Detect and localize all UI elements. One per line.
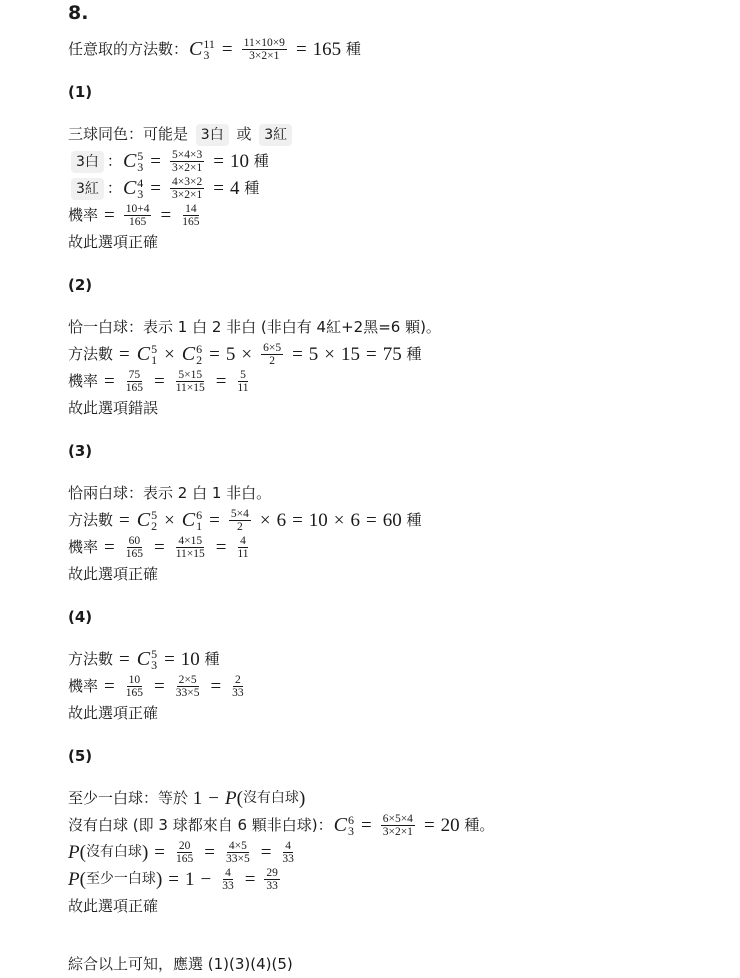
fraction-denominator: 165	[125, 548, 143, 560]
solution-line	[68, 893, 728, 920]
combination-subscript: 3	[347, 823, 354, 838]
math-text: 沒有白球	[85, 845, 142, 860]
fraction-numerator: 5×15	[178, 369, 203, 381]
combination-superscript: 4	[137, 175, 144, 190]
text: 任意取的方法數：	[68, 40, 189, 58]
solution-line	[68, 785, 728, 812]
combination-indices	[151, 646, 158, 672]
math-variable: P	[68, 869, 80, 890]
problem-number: 8.	[68, 2, 89, 24]
fraction	[174, 674, 202, 699]
fraction-denominator: 2	[269, 355, 275, 367]
math-operator: =	[154, 842, 165, 863]
math-operator: =	[423, 815, 435, 836]
math-operator: =	[292, 510, 303, 531]
fraction-denominator: 3×2×1	[249, 50, 280, 62]
combination-symbol: C	[181, 509, 196, 531]
math-number: 15	[341, 344, 361, 365]
solution-line	[68, 534, 728, 561]
math-number: 20	[440, 815, 465, 836]
fraction	[170, 176, 204, 201]
fraction-denominator: 165	[175, 853, 194, 865]
fraction-numerator: 4×15	[178, 535, 203, 547]
math-number: )	[298, 788, 306, 809]
fraction-denominator: 33	[222, 880, 234, 892]
combination	[182, 507, 202, 534]
text: 故此選項正確	[68, 704, 159, 722]
math-text: 沒有白球	[242, 791, 299, 806]
fraction-denominator: 3×2×1	[172, 162, 203, 174]
solution-line	[68, 368, 728, 395]
solution-line	[68, 341, 728, 368]
combination-superscript: 5	[151, 341, 158, 356]
fraction-denominator: 3×2×1	[382, 826, 413, 838]
combination-subscript: 2	[151, 518, 158, 533]
combination-subscript: 1	[151, 352, 158, 367]
fraction	[180, 203, 201, 228]
text: 故此選項正確	[68, 233, 159, 251]
fraction-denominator: 165	[182, 216, 200, 228]
fraction	[242, 37, 287, 62]
combination-subscript: 3	[137, 186, 144, 201]
math-number: )	[141, 842, 149, 863]
math-number: 10	[229, 151, 254, 172]
solution-line	[68, 395, 728, 422]
text: 至少一白球：等於	[68, 789, 193, 807]
text: 恰兩白球：表示 2 白 1 非白。	[68, 484, 272, 502]
inline-code: 3紅	[259, 124, 292, 146]
inline-code: 3紅	[71, 178, 104, 200]
fraction	[264, 867, 280, 892]
solution-line	[68, 202, 728, 229]
math-operator: ×	[164, 344, 175, 365]
text: 種	[253, 152, 269, 170]
fraction-denominator: 3×2×1	[172, 189, 203, 201]
math-number: (	[79, 842, 86, 863]
fraction-numerator: 20	[178, 840, 191, 852]
math-operator: =	[221, 39, 233, 60]
fraction-numerator: 10+4	[125, 203, 150, 215]
text: 機率	[68, 206, 99, 224]
math-operator: =	[104, 371, 115, 392]
combination-symbol: C	[181, 343, 196, 365]
solution-line	[68, 673, 728, 700]
math-operator: =	[160, 205, 172, 226]
combination-superscript: 5	[151, 646, 158, 661]
fraction-denominator: 11×15	[175, 548, 205, 560]
fraction-denominator: 33×5	[225, 853, 250, 865]
fraction	[124, 203, 152, 228]
inline-code: 3白	[71, 151, 104, 173]
math-operator: =	[204, 842, 215, 863]
fraction-denominator: 33	[266, 880, 278, 892]
math-operator: =	[213, 151, 224, 172]
math-operator: =	[210, 676, 222, 697]
inline-code: 3白	[196, 124, 229, 146]
fraction	[261, 342, 283, 367]
math-number: 10	[180, 649, 205, 670]
spacer	[68, 920, 728, 951]
combination-symbol: C	[122, 150, 137, 172]
fraction-denominator: 165	[125, 687, 143, 699]
text: 種。	[464, 816, 495, 834]
math-number: 5	[225, 344, 236, 365]
section-heading: (4)	[68, 608, 93, 626]
fraction-numerator: 14	[185, 203, 197, 215]
solution-line	[68, 951, 728, 978]
solution-line	[68, 36, 728, 63]
section-heading: (5)	[68, 747, 93, 765]
solution-line	[68, 480, 728, 507]
combination-superscript: 5	[137, 148, 144, 163]
solution-line	[68, 839, 728, 866]
solution-document	[68, 0, 728, 978]
combination-symbol: C	[333, 814, 347, 836]
solution-body	[68, 36, 728, 978]
fraction-denominator: 33	[232, 687, 244, 699]
combination-symbol: C	[136, 509, 151, 531]
math-number: 5	[308, 344, 319, 365]
math-operator: =	[119, 344, 130, 365]
combination-symbol: C	[189, 38, 203, 60]
math-number: )	[155, 869, 163, 890]
fraction	[280, 840, 296, 865]
math-operator: =	[209, 510, 220, 531]
math-operator: =	[164, 649, 175, 670]
fraction-denominator: 165	[125, 382, 143, 394]
fraction-numerator: 29	[266, 867, 278, 879]
combination-superscript: 6	[196, 341, 203, 356]
text: 方法數	[68, 345, 114, 363]
combination	[137, 646, 157, 673]
text: 沒有白球 (即 3 球都來自 6 顆非白球)：	[68, 816, 333, 834]
fraction-numerator: 11×10×9	[243, 37, 285, 49]
fraction	[124, 535, 145, 560]
solution-line	[68, 121, 728, 148]
math-operator: =	[119, 649, 130, 670]
math-operator: =	[366, 510, 377, 531]
fraction	[230, 674, 246, 699]
combination-subscript: 3	[137, 159, 144, 174]
fraction	[170, 149, 204, 174]
fraction-numerator: 4	[240, 535, 246, 547]
combination-subscript: 3	[151, 657, 158, 672]
combination	[182, 341, 202, 368]
text: 種	[406, 511, 422, 529]
solution-line	[68, 646, 728, 673]
combination-indices	[203, 36, 215, 62]
combination-indices	[151, 507, 158, 533]
text: 方法數	[68, 650, 114, 668]
math-number: 75	[382, 344, 407, 365]
fraction-denominator: 11×15	[175, 382, 205, 394]
fraction-numerator: 2	[235, 674, 241, 686]
text: ：	[106, 152, 122, 170]
fraction-numerator: 75	[128, 369, 141, 381]
fraction-denominator: 33	[282, 853, 294, 865]
math-number: 60	[382, 510, 407, 531]
fraction	[229, 508, 251, 533]
math-variable: P	[225, 788, 237, 809]
solution-line	[68, 812, 728, 839]
text: 方法數	[68, 511, 114, 529]
solution-line	[68, 314, 728, 341]
fraction	[124, 369, 145, 394]
combination-symbol: C	[122, 177, 137, 199]
math-operator: ×	[259, 510, 271, 531]
fraction	[174, 369, 207, 394]
combination-subscript: 1	[196, 518, 203, 533]
math-operator: =	[153, 537, 165, 558]
math-number: (	[79, 869, 86, 890]
text: 種	[406, 345, 422, 363]
section-heading: (1)	[68, 83, 93, 101]
fraction-numerator: 6×5	[263, 342, 282, 354]
fraction-numerator: 60	[128, 535, 141, 547]
math-number: (	[236, 788, 243, 809]
combination	[137, 341, 157, 368]
combination-subscript: 3	[203, 47, 210, 62]
combination-symbol: C	[136, 343, 151, 365]
text: 故此選項正確	[68, 897, 159, 915]
fraction-denominator: 165	[128, 216, 147, 228]
combination	[123, 148, 143, 175]
text: 種	[345, 40, 361, 58]
math-operator: =	[168, 869, 179, 890]
combination-superscript: 6	[196, 507, 203, 522]
text: 三球同色：可能是	[68, 125, 193, 143]
fraction-numerator: 4	[225, 867, 231, 879]
solution-line	[68, 175, 728, 202]
math-operator: =	[260, 842, 272, 863]
fraction-denominator: 33×5	[175, 687, 200, 699]
math-operator: =	[213, 178, 224, 199]
combination	[189, 36, 215, 63]
math-operator: =	[104, 537, 115, 558]
math-operator: =	[150, 178, 161, 199]
combination-superscript: 11	[203, 36, 215, 51]
math-operator: ×	[241, 344, 253, 365]
solution-line	[68, 700, 728, 727]
math-operator: =	[104, 676, 115, 697]
combination	[123, 175, 143, 202]
fraction	[124, 674, 145, 699]
math-number: 6	[276, 510, 287, 531]
math-operator: =	[209, 344, 220, 365]
math-operator: ×	[324, 344, 336, 365]
fraction-denominator: 2	[236, 521, 243, 533]
math-operator: =	[153, 371, 165, 392]
combination-superscript: 6	[347, 812, 354, 827]
math-number: 1	[184, 869, 195, 890]
math-operator: =	[360, 815, 372, 836]
math-operator: −	[200, 869, 212, 890]
solution-line	[68, 229, 728, 256]
fraction-numerator: 4	[285, 840, 292, 852]
fraction	[220, 867, 236, 892]
combination-subscript: 2	[196, 352, 203, 367]
math-number: 10	[308, 510, 328, 531]
fraction-numerator: 5×4×3	[172, 149, 203, 161]
solution-line	[68, 866, 728, 893]
fraction-numerator: 2×5	[178, 674, 197, 686]
fraction-denominator: 11	[237, 548, 249, 560]
text: ：	[106, 179, 122, 197]
text: 恰一白球：表示 1 白 2 非白 (非白有 4紅+2黑=6 顆)。	[68, 318, 441, 336]
math-operator: =	[215, 537, 227, 558]
math-operator: =	[153, 676, 165, 697]
combination	[334, 812, 354, 839]
fraction	[381, 813, 415, 838]
text: 機率	[68, 538, 99, 556]
fraction-numerator: 5×4	[230, 508, 249, 520]
math-operator: =	[244, 869, 256, 890]
combination	[137, 507, 157, 534]
math-operator: ×	[333, 510, 345, 531]
combination-superscript: 5	[151, 507, 158, 522]
text: 種	[244, 179, 260, 197]
math-operator: −	[208, 788, 219, 809]
math-operator: ×	[164, 510, 175, 531]
math-operator: =	[104, 205, 115, 226]
combination-indices	[137, 148, 144, 174]
combination-indices	[137, 175, 144, 201]
math-operator: =	[292, 344, 303, 365]
text: 機率	[68, 677, 99, 695]
solution-line	[68, 148, 728, 175]
fraction	[235, 369, 250, 394]
combination-indices	[151, 341, 158, 367]
fraction-numerator: 6×5×4	[382, 813, 413, 825]
text: 種	[204, 650, 220, 668]
math-operator: =	[119, 510, 130, 531]
math-number: 6	[350, 510, 361, 531]
fraction-denominator: 11	[237, 382, 249, 394]
combination-indices	[196, 341, 203, 367]
math-operator: =	[150, 151, 161, 172]
combination-indices	[196, 507, 203, 533]
math-operator: =	[215, 371, 227, 392]
fraction-numerator: 5	[240, 369, 246, 381]
math-number: 165	[312, 39, 346, 60]
fraction-numerator: 10	[128, 674, 141, 686]
text: 故此選項錯誤	[68, 399, 159, 417]
text: 或	[231, 125, 257, 143]
fraction	[174, 840, 195, 865]
fraction-numerator: 4×3×2	[172, 176, 203, 188]
math-number: 4	[229, 178, 245, 199]
math-variable: P	[68, 842, 80, 863]
text: 故此選項正確	[68, 565, 159, 583]
math-operator: =	[295, 39, 307, 60]
combination-symbol: C	[136, 648, 151, 670]
math-text: 至少一白球	[85, 872, 156, 887]
combination-indices	[347, 812, 354, 838]
section-heading: (3)	[68, 442, 93, 460]
math-operator: =	[366, 344, 377, 365]
fraction	[224, 840, 252, 865]
fraction-numerator: 4×5	[228, 840, 247, 852]
text: 綜合以上可知，應選 (1)(3)(4)(5)	[68, 955, 293, 973]
fraction	[174, 535, 207, 560]
math-number: 1	[192, 788, 203, 809]
section-heading: (2)	[68, 276, 93, 294]
fraction	[235, 535, 250, 560]
text: 機率	[68, 372, 99, 390]
solution-line	[68, 561, 728, 588]
solution-line	[68, 507, 728, 534]
